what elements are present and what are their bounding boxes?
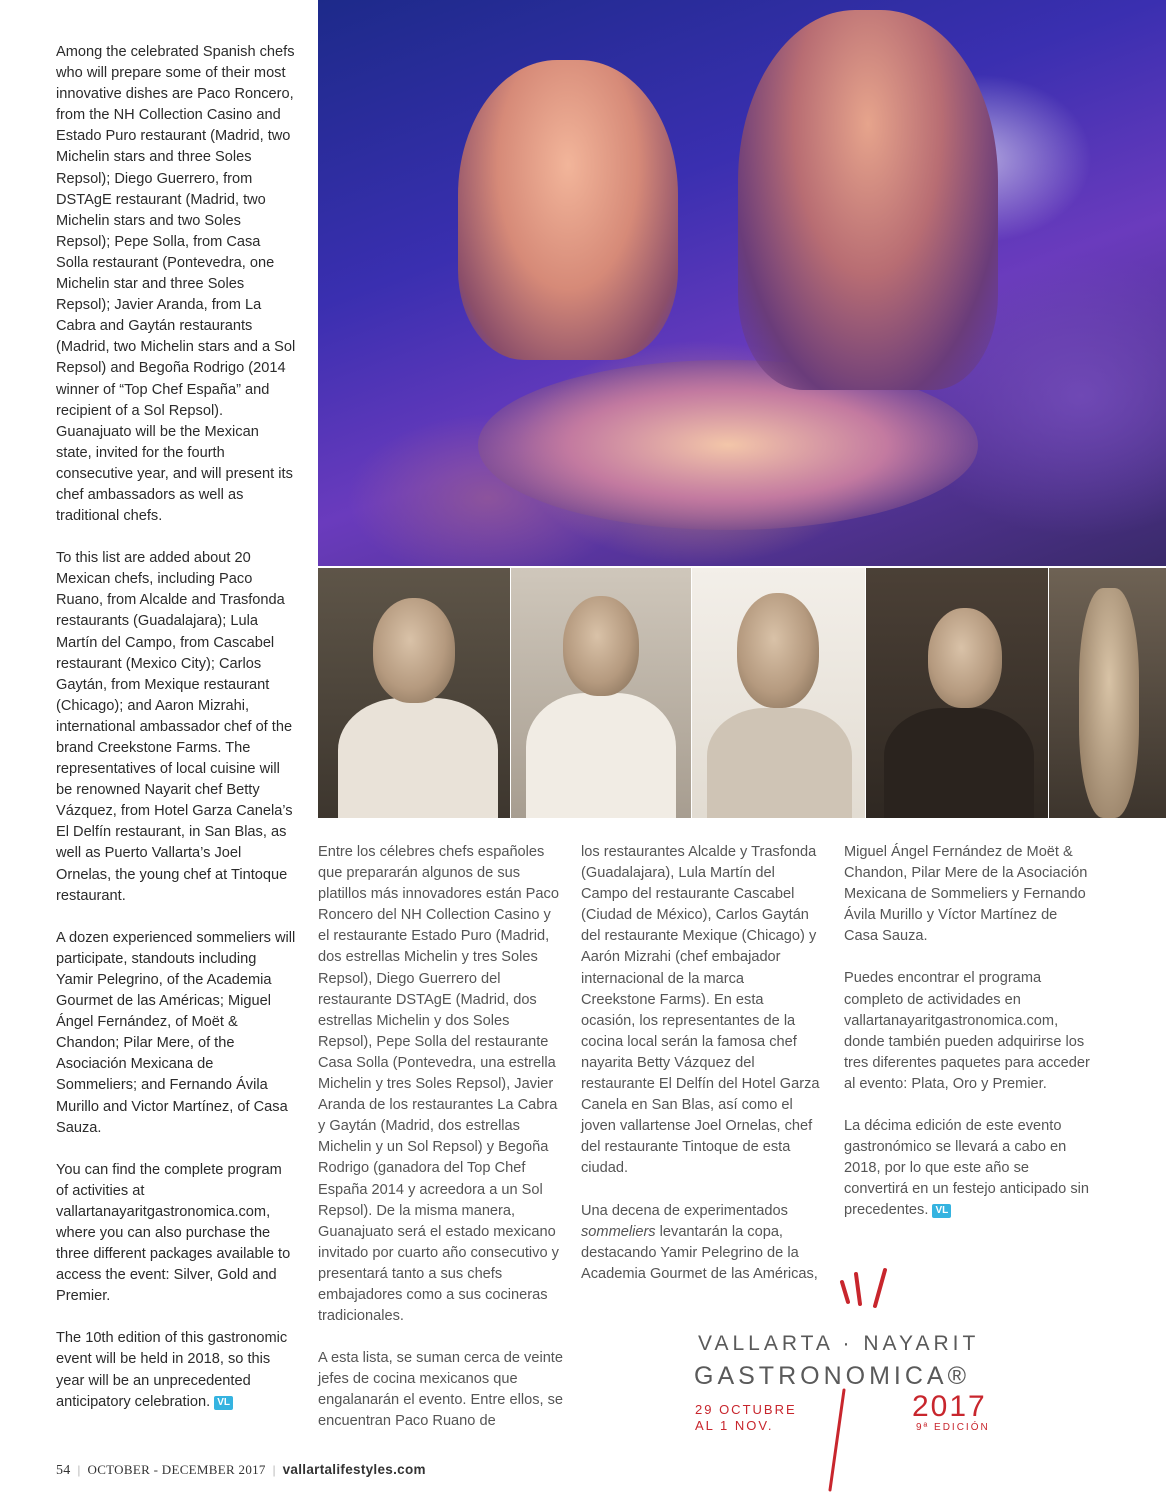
chef-portrait-1: [318, 568, 510, 818]
vl-badge-icon: VL: [214, 1396, 233, 1410]
spanish-col2-paragraph-2-start: Una decena de experimentados: [581, 1202, 788, 1219]
woman-guest-shape: [458, 60, 678, 360]
chef-portrait-1-body: [338, 698, 498, 818]
spanish-col1-paragraph-2: A esta lista, se suman cerca de veinte jefes de cocina mexicanos que engalanarán el evento. Entre ellos, se encuentran Paco Ruano de: [318, 1350, 564, 1430]
vl-badge-icon-spanish: VL: [932, 1204, 951, 1218]
english-article-column: [56, 42, 296, 1434]
english-paragraph-5: [56, 1328, 296, 1412]
footer-separator-1: |: [77, 1462, 81, 1477]
logo-line-1: VALLARTA · NAYARIT: [698, 1332, 980, 1355]
english-paragraph-2: To this list are added about 20 Mexican chefs, including Paco Ruano, from Alcalde and Trasfonda restaurants (Guadalajara); Lula Martín del Campo, from Cascabel restaurant (Mexico City); Carlos Gaytán, from Mexique restaurant (Chicago); and Aaron Mizrahi, international ambassador chef of the brand Creekstone Farms. The representatives of local cuisine will be renowned Nayarit chef Betty Vázquez, from Hotel Garza Canela’s El Delfín restaurant, in San Blas, as well as Puerto Vallarta’s Joel Ornelas, the young chef at Tintoque restaurant.: [56, 550, 293, 904]
chef-portrait-3: [692, 568, 865, 818]
spanish-article-column-3: [844, 842, 1092, 1243]
chef-portrait-2-head: [563, 596, 639, 696]
spanish-col2-paragraph-2-end: levantarán la copa, destacando Yamir Pelegrino de la Academia Gourmet de las Américas,: [581, 1223, 818, 1282]
spanish-col2-paragraph-1: los restaurantes Alcalde y Trasfonda (Guadalajara), Lula Martín del Campo del restaurante Cascabel (Ciudad de México), Carlos Gaytán del restaurante Mexique (Chicago) y Aarón Mizrahi (chef embajador internacional de la marca Creekstone Farms). En esta ocasión, los representantes de la cocina local serán la famosa chef nayarita Betty Vázquez del restaurante El Delfín del Hotel Garza Canela en San Blas, así como el joven vallartense Joel Ornelas, chef del restaurante Tintoque de esta ciudad.: [581, 844, 820, 1177]
footer-separator-2: |: [272, 1462, 276, 1477]
chef-portrait-2: [511, 568, 691, 818]
english-paragraph-4: You can find the complete program of activities at vallartanayaritgastronomica.com, where you can also purchase the three different packages available to access the event: Silver, Gold and Premier.: [56, 1161, 291, 1305]
chef-portraits-strip: [318, 568, 1166, 818]
spanish-col3-paragraph-3: [844, 1116, 1092, 1221]
chef-portrait-3-head: [737, 593, 819, 708]
chef-portrait-2-body: [526, 693, 676, 818]
logo-edition: 9ª EDICIÓN: [916, 1422, 990, 1433]
spanish-article-column-1: [318, 842, 564, 1454]
chef-portrait-4-head: [928, 608, 1002, 708]
vallarta-nayarit-gastronomica-logo: [690, 1262, 1010, 1492]
website-link[interactable]: vallartalifestyles.com: [282, 1462, 426, 1477]
man-guest-shape: [738, 10, 998, 390]
page-number: 54: [56, 1463, 71, 1478]
logo-date-line-2: AL 1 NOV.: [695, 1418, 774, 1433]
chef-portrait-4: [866, 568, 1048, 818]
chef-portrait-3-body: [707, 708, 852, 818]
logo-year: 2017: [912, 1390, 987, 1423]
dinner-guests-photo: [318, 0, 1166, 566]
chef-portrait-1-head: [373, 598, 455, 703]
spanish-col1-paragraph-1: Entre los célebres chefs españoles que prepararán algunos de sus platillos más innovadores están Paco Roncero del NH Collection Casino y el restaurante Estado Puro (Madrid, dos estrellas Michelin y tres Soles Repsol), Diego Guerrero del restaurante DSTAgE (Madrid, dos estrellas Michelin y dos Soles Repsol), Pepe Solla del restaurante Casa Solla (Pontevedra, una estrella Michelin y tres Soles Repsol), Javier Aranda de los restaurantes La Cabra y Gaytán (Madrid, dos estrellas Michelin y un Sol Repsol) y Begoña Rodrigo (ganadora del Top Chef España 2014 y acreedora a un Sol Repsol). De la misma manera, Guanajuato será el estado mexicano invitado por cuarto año consecutivo y presentará tanto a sus chefs embajadores como a sus cocineras tradicionales.: [318, 844, 559, 1325]
english-paragraph-3: A dozen experienced sommeliers will participate, standouts including Yamir Pelegrino, of the Academia Gourmet de las Américas; Miguel Ángel Fernández, of Moët & Chandon; Pilar Mere, of the Asociación Mexicana de Sommeliers; and Fernando Ávila Murillo and Victor Martínez, of Casa Sauza.: [56, 929, 296, 1136]
spanish-col3-paragraph-2: Puedes encontrar el programa completo de actividades en vallartanayaritgastronomica.com, donde también pueden adquirirse los tres diferentes paquetes para acceder al evento: Plata, Oro y Premier.: [844, 970, 1090, 1092]
spanish-col3-paragraph-3-text: La décima edición de este evento gastronómico se llevará a cabo en 2018, por lo que este año se convertirá en un festejo anticipado sin precedentes.: [844, 1118, 1090, 1219]
english-paragraph-1: Among the celebrated Spanish chefs who will prepare some of their most innovative dishes are Paco Roncero, from the NH Collection Casino and Estado Puro restaurant (Madrid, two Michelin stars and three Soles Repsol); Diego Guerrero, from DSTAgE restaurant (Madrid, two Michelin stars and two Soles Repsol); Pepe Solla, from Casa Solla restaurant (Pontevedra, one Michelin star and three Soles Repsol); Javier Aranda, from La Cabra and Gaytán restaurants (Madrid, two Michelin stars and a Sol Repsol) and Begoña Rodrigo (2014 winner of “Top Chef España” and recipient of a Sol Repsol). Guanajuato will be the Mexican state, invited for the fourth consecutive year, and will present its chef ambassadors as well as traditional chefs.: [56, 44, 296, 525]
spanish-article-column-2: [581, 842, 821, 1306]
chef-portrait-5-fish-shape: [1079, 588, 1139, 818]
sommeliers-emphasis: sommeliers: [581, 1223, 656, 1240]
logo-line-2: GASTRONOMICA®: [694, 1362, 970, 1390]
page-footer: [56, 1462, 426, 1479]
spanish-col3-paragraph-1: Miguel Ángel Fernández de Moët & Chandon, Pilar Mere de la Asociación Mexicana de Sommeliers y Fernando Ávila Murillo y Víctor Martínez de Casa Sauza.: [844, 844, 1088, 945]
english-paragraph-5-text: The 10th edition of this gastronomic event will be held in 2018, so this year will be an unprecedented anticipatory celebration.: [56, 1330, 288, 1410]
chef-portrait-4-body: [884, 708, 1034, 818]
chef-portrait-5: [1049, 568, 1166, 818]
logo-date-line-1: 29 OCTUBRE: [695, 1402, 797, 1417]
issue-date: OCTOBER - DECEMBER 2017: [87, 1462, 266, 1477]
